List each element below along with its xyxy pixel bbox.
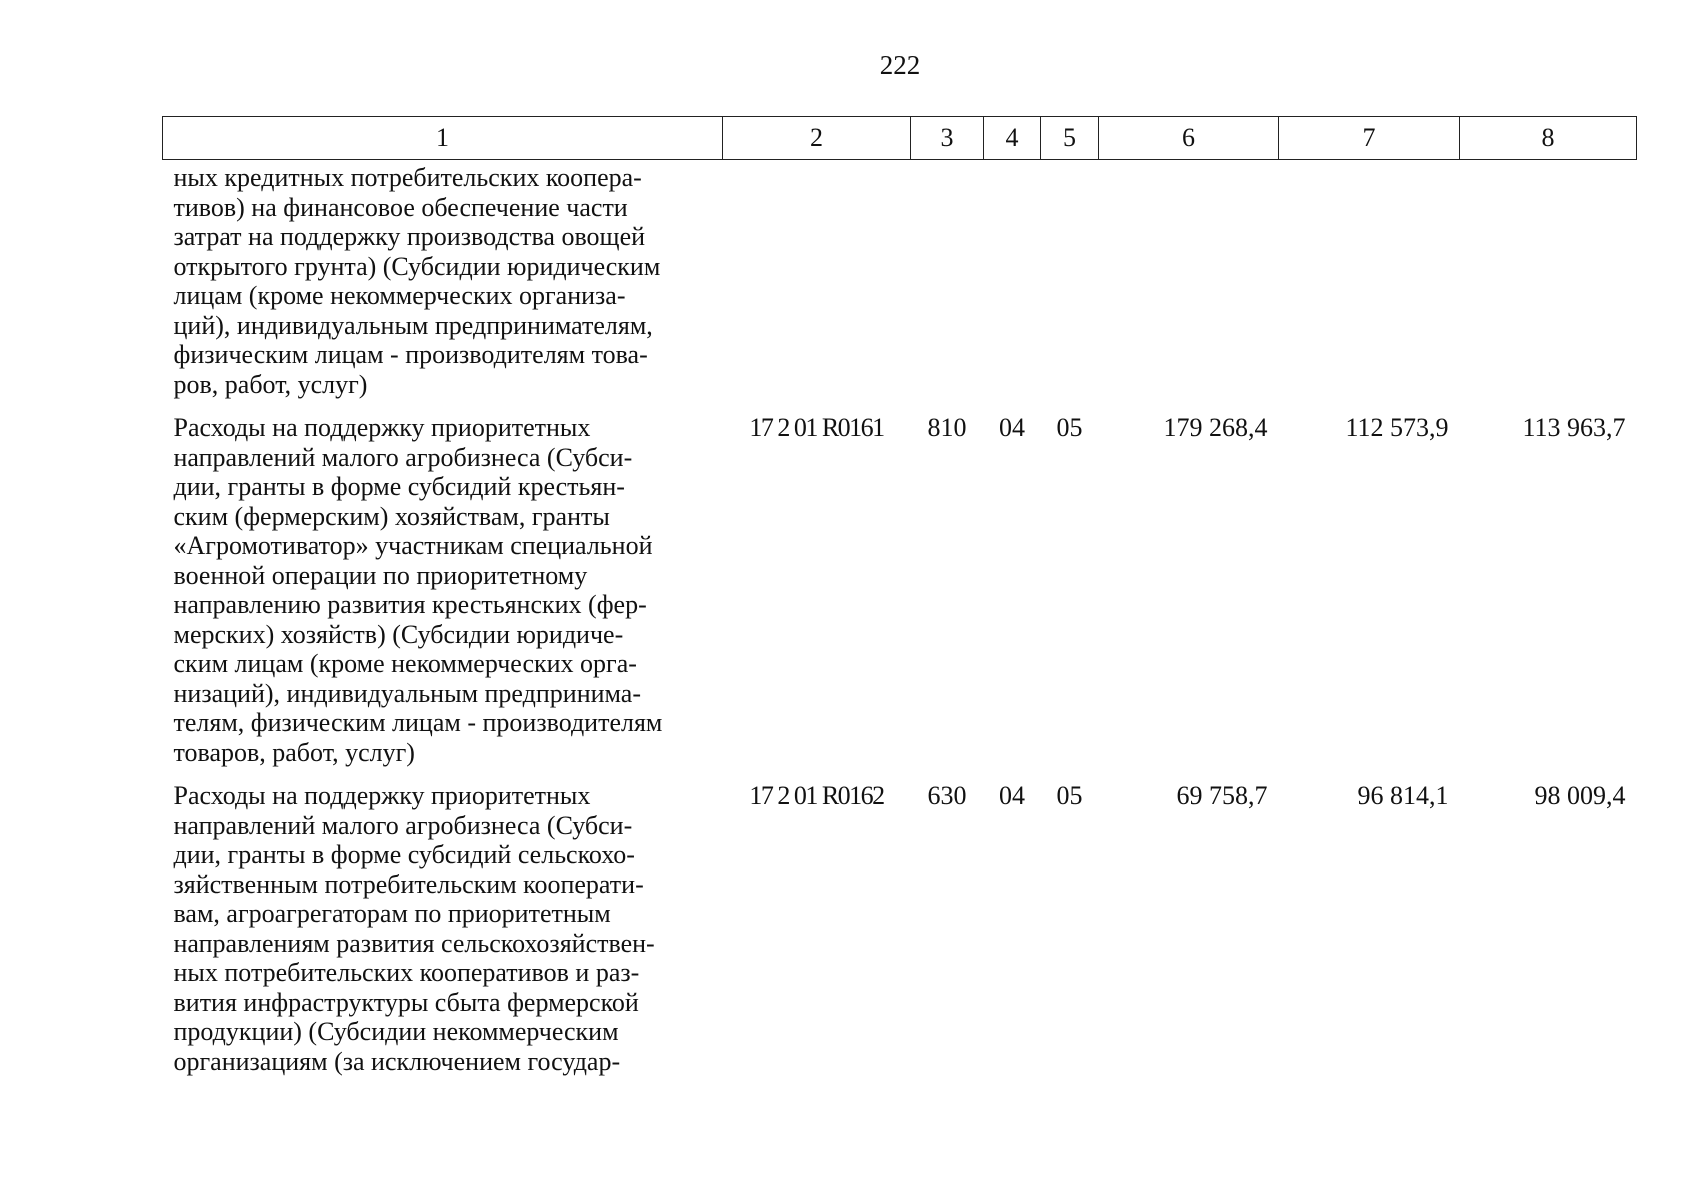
description-line: ров, работ, услуг) [173, 369, 368, 399]
subsection-code: 05 [1056, 413, 1083, 442]
description-line: направлений малого агробизнеса (Субси- [173, 442, 633, 472]
description-line: тивов) на финансовое обеспечение части [173, 192, 628, 222]
amount-column-8: 113 963,7 [1522, 413, 1626, 442]
amount-column-6: 179 268,4 [1163, 413, 1268, 442]
description-line: организациям (за исключением государ- [173, 1046, 621, 1076]
page-number: 222 [879, 50, 921, 80]
description-line: «Агромотиватор» участникам специальной [173, 531, 653, 560]
description-line: дии, гранты в форме субсидий крестьян- [173, 472, 625, 501]
table-row [163, 160, 1637, 411]
description-line: направлению развития крестьянских (фер- [173, 590, 647, 619]
column-header-8: 8 [1460, 117, 1637, 160]
expense-type-code [911, 160, 984, 411]
description-line: низаций), индивидуальным предпринима- [173, 678, 641, 708]
row-description [163, 160, 723, 411]
amount-column-7 [1279, 160, 1460, 411]
subsection-code [1041, 160, 1099, 411]
description-line: Расходы на поддержку приоритетных [173, 413, 591, 442]
column-header-3: 3 [911, 117, 984, 160]
description-line: открытого грунта) (Субсидии юридическим [173, 251, 661, 281]
amount-column-8: 98 009,4 [1534, 781, 1626, 810]
column-header-7: 7 [1279, 117, 1460, 160]
subsection-code: 05 [1056, 781, 1083, 810]
description-line: зяйственным потребительским кооперати- [173, 869, 644, 899]
amount-column-7: 96 814,1 [1357, 781, 1449, 810]
budget-table [162, 116, 1637, 1087]
description-line: дии, гранты в форме субсидий сельскохо- [173, 840, 635, 869]
description-line: ных потребительских кооперативов и раз- [173, 958, 640, 987]
row-description [163, 410, 723, 778]
section-code: 04 [999, 413, 1025, 442]
description-line: ций), индивидуальным предпринимателям, [173, 310, 653, 340]
description-line: продукции) (Субсидии некоммерческим [173, 1017, 619, 1046]
column-header-5: 5 [1041, 117, 1099, 160]
expense-type-code: 630 [927, 781, 967, 810]
description-line: ных кредитных потребительских коопера- [173, 163, 642, 192]
column-header-6: 6 [1099, 117, 1279, 160]
description-line: мерских) хозяйств) (Субсидии юридиче- [173, 619, 624, 649]
column-header-1: 1 [163, 117, 723, 160]
amount-column-6 [1099, 160, 1279, 411]
header-row [163, 117, 1637, 160]
expense-type-code: 810 [927, 413, 967, 442]
table-row [163, 778, 1637, 1087]
target-article-code: 17 2 01 R0162 [749, 781, 884, 810]
target-article-code [723, 160, 911, 411]
description-line: направлениям развития сельскохозяйствен- [173, 928, 655, 958]
description-line: вам, агроагрегаторам по приоритетным [173, 899, 611, 928]
description-line: военной операции по приоритетному [173, 560, 588, 590]
column-header-4: 4 [984, 117, 1041, 160]
row-description [163, 778, 723, 1087]
description-line: вития инфраструктуры сбыта фермерской [173, 987, 639, 1017]
amount-column-6: 69 758,7 [1176, 781, 1268, 810]
section-code: 04 [999, 781, 1025, 810]
amount-column-8 [1460, 160, 1637, 411]
target-article-code: 17 2 01 R0161 [749, 413, 884, 442]
description-line: ским (фермерским) хозяйствам, гранты [173, 501, 610, 531]
section-code [984, 160, 1041, 411]
description-line: товаров, работ, услуг) [173, 737, 415, 767]
table-row [163, 410, 1637, 778]
description-line: Расходы на поддержку приоритетных [173, 781, 591, 810]
column-header-2: 2 [723, 117, 911, 160]
amount-column-7: 112 573,9 [1345, 413, 1449, 442]
description-line: направлений малого агробизнеса (Субси- [173, 810, 633, 840]
description-line: затрат на поддержку производства овощей [173, 222, 646, 251]
description-line: физическим лицам - производителям това- [173, 340, 648, 369]
description-line: лицам (кроме некоммерческих организа- [173, 281, 626, 310]
description-line: телям, физическим лицам - производителям [173, 708, 663, 737]
description-line: ским лицам (кроме некоммерческих орга- [173, 649, 637, 678]
